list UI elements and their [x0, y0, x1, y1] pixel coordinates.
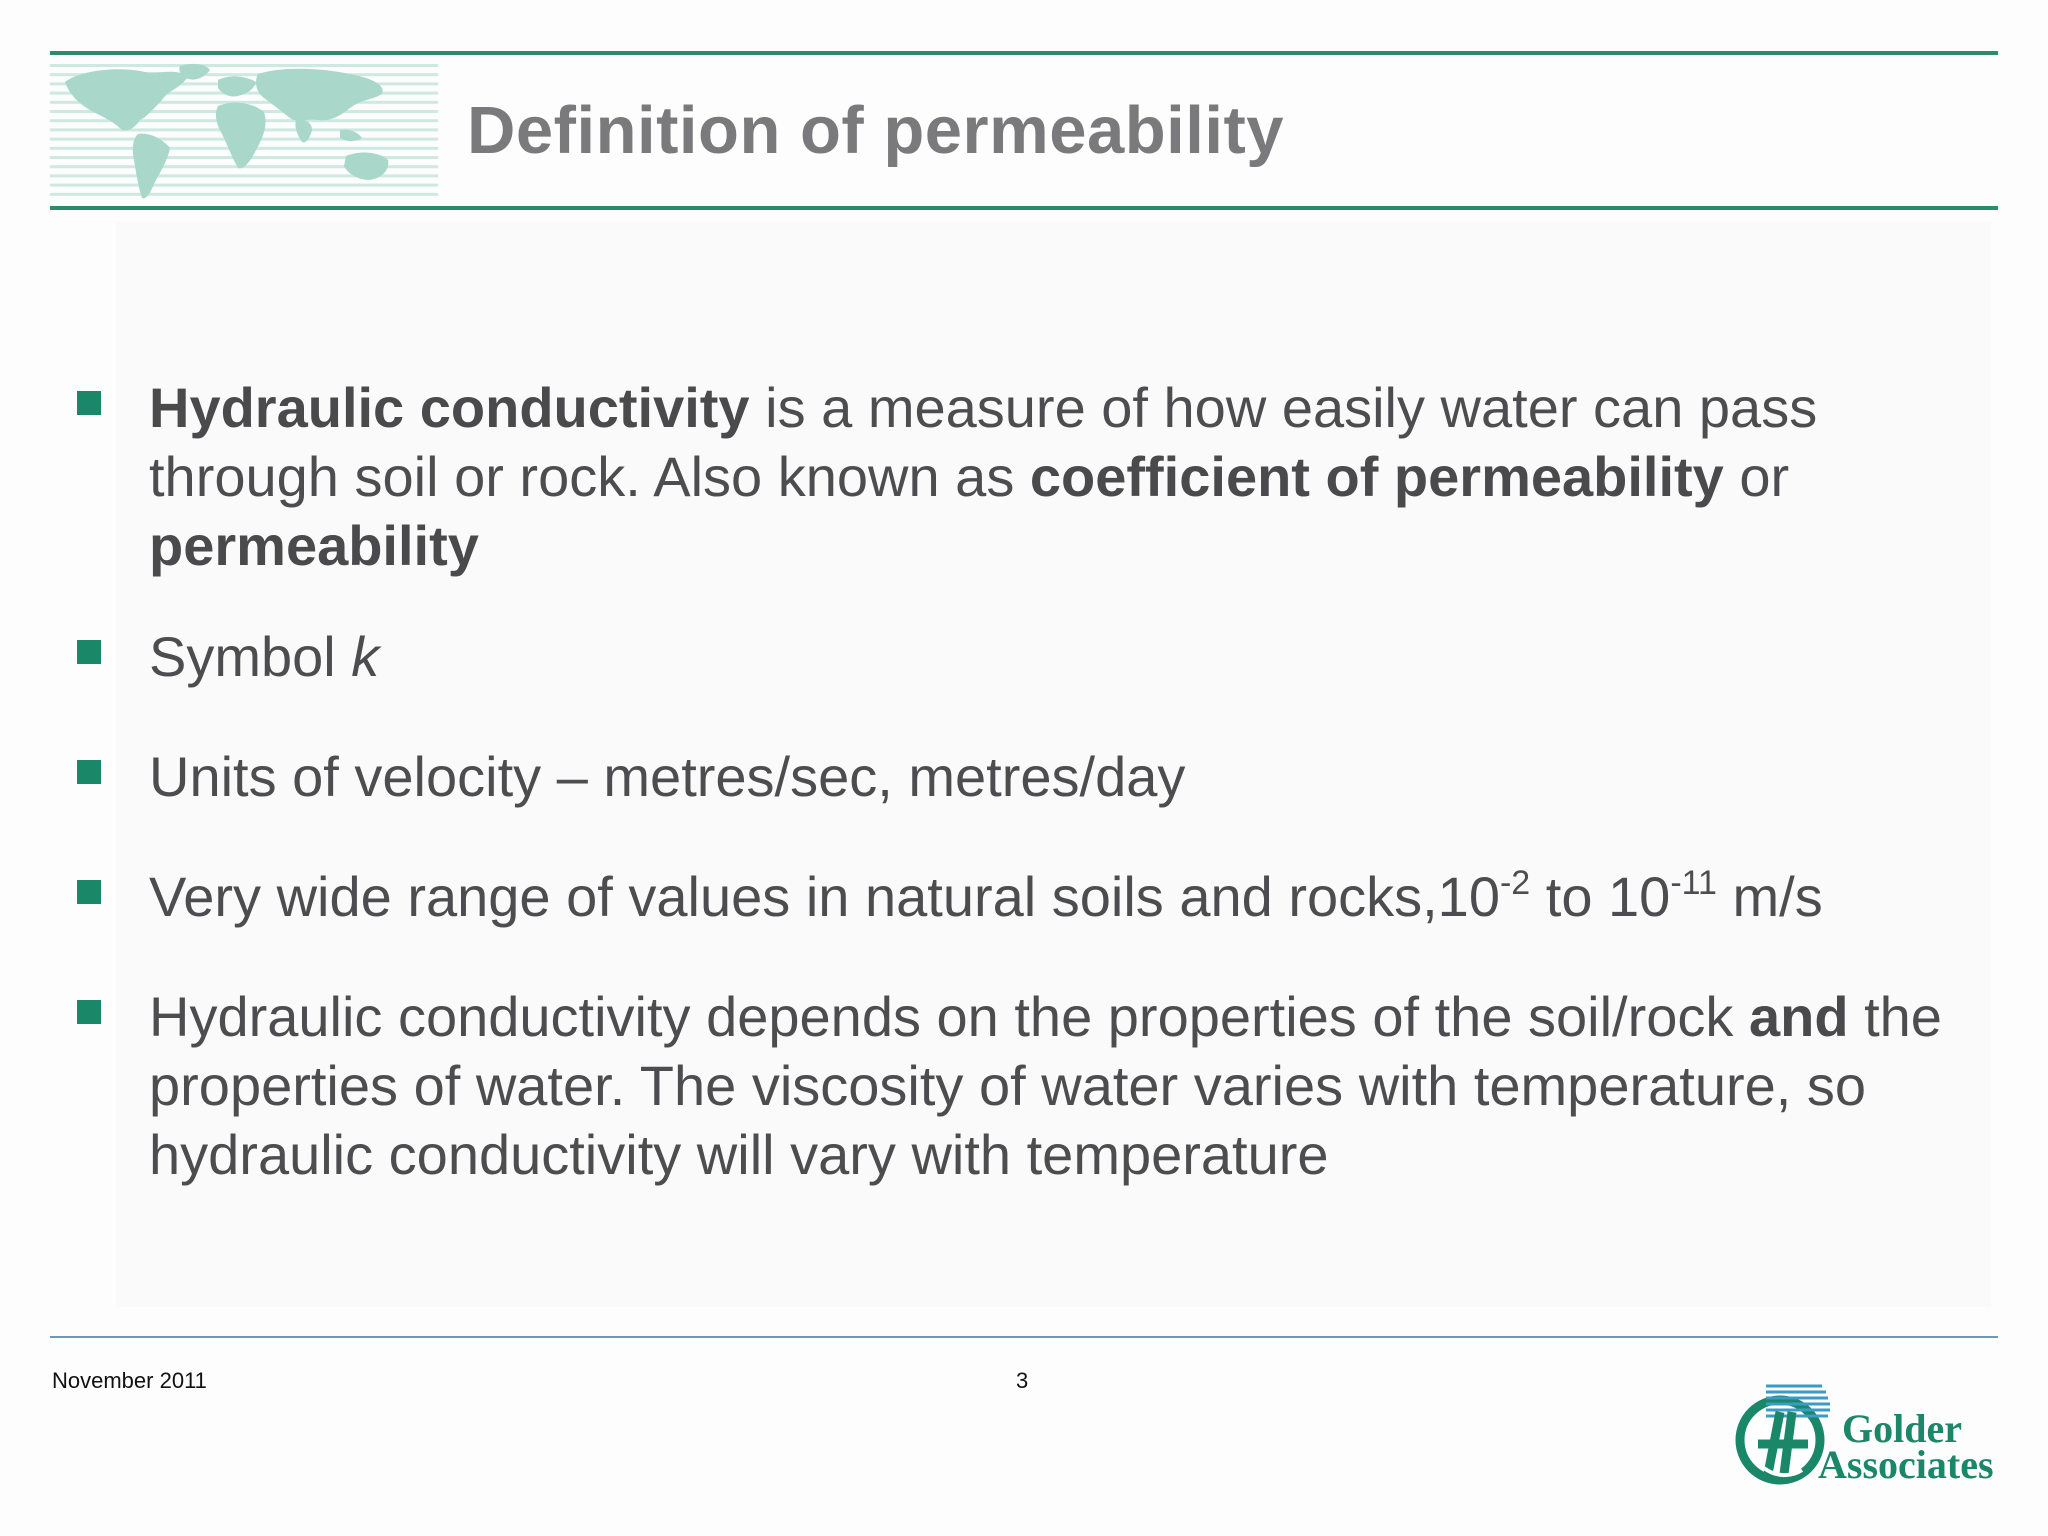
text-run: Symbol	[149, 625, 352, 688]
text-run: is a measure of how easily water can pass through soil or rock. Also known as	[149, 376, 1818, 508]
bullet-text	[149, 373, 1979, 580]
square-bullet-icon	[77, 1000, 101, 1024]
text-run: Very wide range of values in natural soils and rocks,10	[149, 865, 1500, 928]
footer-rule	[50, 1336, 1998, 1338]
italic-term: k	[351, 625, 380, 688]
text-run: to 10	[1530, 865, 1671, 928]
text-run: Units of velocity – metres/sec, metres/day	[149, 745, 1186, 808]
page-number: 3	[1016, 1368, 1029, 1393]
square-bullet-icon	[77, 640, 101, 664]
logo-text-associates: Associates	[1818, 1442, 1994, 1487]
text-run: the properties of water. The viscosity of water varies with temperature, so hydraulic conductivity will vary with temperature	[149, 985, 1942, 1186]
bold-term: coefficient of permeability	[1029, 445, 1724, 508]
world-map-stripes-icon	[50, 60, 438, 202]
square-bullet-icon	[77, 391, 101, 415]
bullet-text	[149, 742, 1979, 811]
bullet-text	[149, 982, 1979, 1189]
text-run: Hydraulic conductivity depends on the properties of the soil/rock	[149, 985, 1749, 1048]
superscript: -2	[1499, 864, 1531, 902]
bullet-text	[149, 862, 1979, 931]
square-bullet-icon	[77, 760, 101, 784]
golder-globe-logo-icon	[1730, 1382, 2000, 1490]
header-top-rule	[50, 51, 1998, 55]
slide-title: Definition of permeability	[467, 93, 1285, 168]
footer-date: November 2011	[52, 1368, 207, 1393]
header-bottom-rule	[50, 206, 1998, 210]
bold-term: Hydraulic conductivity	[149, 376, 750, 439]
bullet-text	[149, 622, 1979, 691]
bold-term: permeability	[149, 514, 479, 577]
text-run: m/s	[1716, 865, 1823, 928]
superscript: -11	[1670, 864, 1717, 902]
text-run: or	[1723, 445, 1790, 508]
bold-term: and	[1748, 985, 1849, 1048]
square-bullet-icon	[77, 880, 101, 904]
logo-text-golder: Golder	[1842, 1406, 1962, 1451]
